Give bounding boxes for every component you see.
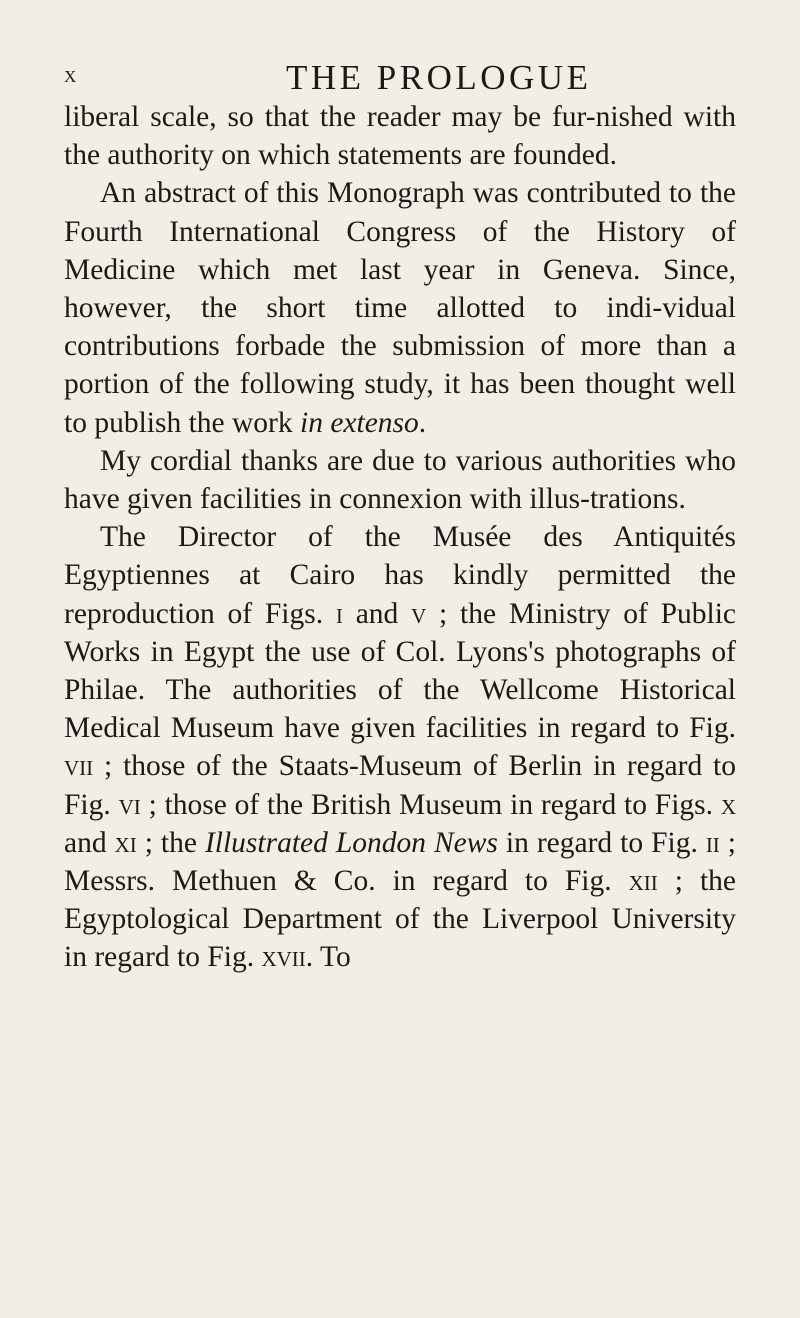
p4-seg-2: and bbox=[355, 597, 399, 630]
p4-seg-7: ; the bbox=[144, 826, 197, 859]
p4-seg-5: ; those of the British Museum in regard to Figs. bbox=[148, 788, 714, 821]
italic-phrase: in extenso bbox=[300, 406, 419, 439]
p4-seg-9: ; Messrs. Methuen & Co. in regard to Fig. bbox=[64, 826, 736, 898]
paragraph-1-text: liberal scale, so that the reader may be fur-nished with the authority on which statements are founded. bbox=[64, 101, 736, 172]
paragraph-3 bbox=[64, 442, 736, 518]
paragraph-4 bbox=[64, 518, 736, 976]
running-title: THE PROLOGUE bbox=[286, 58, 592, 97]
fig-ref: xii bbox=[628, 865, 658, 898]
paragraph-2-text: An abstract of this Monograph was contributed to the Fourth International Congress of the History of Medicine which met last year in Geneva. Since, however, the short time allotted to indi-vidual contributions forbade the submission of more than a portion of the following study, it has been thought well to publish the work bbox=[64, 177, 736, 439]
p4-seg-6: and bbox=[64, 826, 107, 859]
fig-ref: i bbox=[335, 597, 343, 630]
page-number: x bbox=[64, 62, 78, 88]
p4-seg-10: ; the Egyptological Department of the Liverpool University in regard to Fig. bbox=[64, 865, 737, 974]
fig-ref: xvii bbox=[261, 941, 306, 974]
fig-ref: vii bbox=[64, 750, 94, 783]
running-head bbox=[0, 58, 800, 98]
italic-title: Illustrated London News bbox=[204, 826, 498, 859]
paragraph-1 bbox=[64, 98, 736, 174]
fig-ref: x bbox=[720, 788, 737, 821]
body-text bbox=[64, 98, 736, 977]
paragraph-2-end: . bbox=[418, 406, 427, 439]
paragraph-3-text: My cordial thanks are due to various authorities who have given facilities in connexion with illus-trations. bbox=[64, 444, 736, 516]
p4-seg-3: ; the Ministry of Public Works in Egypt the use of Col. Lyons's photographs of Philae. The authorities of the Wellcome Historical Medical Museum have given facilities in regard to Fig. bbox=[64, 597, 737, 745]
p4-seg-8: in regard to Fig. bbox=[505, 826, 698, 859]
p4-seg-11: . To bbox=[305, 941, 351, 974]
fig-ref: vi bbox=[118, 788, 141, 821]
fig-ref: xi bbox=[114, 826, 137, 859]
fig-ref: v bbox=[411, 597, 427, 630]
p4-seg-1: The Director of the Musée des Antiquités Egyptiennes at Cairo has kindly permitted the reproduction of Figs. bbox=[64, 521, 736, 630]
paragraph-2 bbox=[64, 174, 736, 441]
p4-seg-4: ; those of the Staats-Museum of Berlin in regard to Fig. bbox=[64, 750, 737, 821]
fig-ref: ii bbox=[705, 826, 720, 859]
